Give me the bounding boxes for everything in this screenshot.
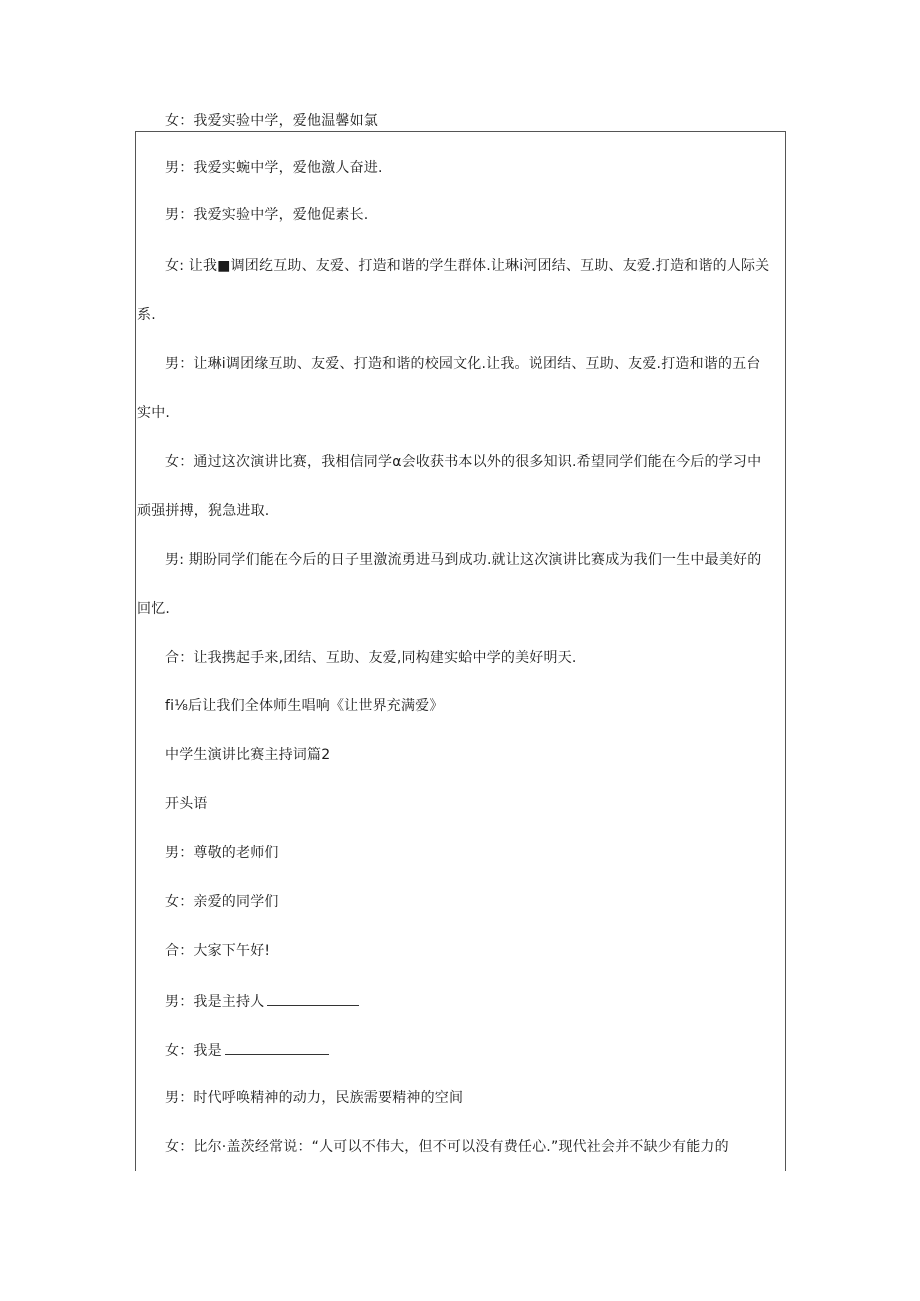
text-line: fi⅛后让我们全体师生唱响《让世界充满爱》 bbox=[165, 698, 444, 714]
text-line: 女：通过这次演讲比赛，我相信同学α会收获书本以外的很多知识.希望同学们能在今后的学习中 bbox=[165, 454, 762, 470]
text-line: 合：让我携起手来,团结、互助、友爱,同构建实蛤中学的美好明天. bbox=[165, 650, 577, 666]
text-line: 男：我爱实蜿中学，爱他激人奋进. bbox=[165, 160, 383, 176]
section-heading: 中学生演讲比赛主持词篇2 bbox=[165, 747, 331, 763]
text-line: 系. bbox=[137, 307, 156, 323]
text-line: 女：亲爱的同学们 bbox=[165, 894, 279, 910]
text-line-with-blank bbox=[165, 992, 359, 1010]
text-line: 男：时代呼唤精神的动力，民族需要精神的空间 bbox=[165, 1090, 464, 1106]
text-line: 男：我爱实验中学，爱他促素长. bbox=[165, 207, 369, 223]
fill-in-blank bbox=[225, 1041, 329, 1055]
text-line-with-blank bbox=[165, 1041, 329, 1059]
fill-in-blank bbox=[267, 992, 359, 1006]
text-line: 男: 期盼同学们能在今后的日子里激流勇进马到成功.就让这次演讲比赛成为我们一生中最美好的 bbox=[165, 552, 762, 568]
text-line: 男：尊敬的老师们 bbox=[165, 845, 279, 861]
text-line: 女：我是 bbox=[165, 1043, 222, 1059]
text-line: 回忆. bbox=[137, 601, 171, 617]
text-line: 顽强拼搏，猊急进取. bbox=[137, 503, 270, 519]
text-line: 男：我是主持人 bbox=[165, 994, 265, 1010]
text-line: 实中. bbox=[137, 405, 171, 421]
section-subheading: 开头语 bbox=[165, 796, 208, 812]
text-line: 女：我爱实验中学，爱他温馨如氯 bbox=[165, 113, 378, 129]
text-line: 男：让琳i调团缘互助、友爱、打造和谐的校园文化.让我。说团结、互助、友爱.打造和谐的五台 bbox=[165, 356, 761, 372]
text-line: 合：大家下午好! bbox=[165, 943, 271, 959]
text-line: 女: 让我■调团纥互助、友爱、打造和谐的学生群体.让琳i河团结、互助、友爱.打造和谐的人际关 bbox=[165, 258, 770, 274]
text-line: 女：比尔·盖茨经常说：“人可以不伟大，但不可以没有费任心.”现代社会并不缺少有能力的 bbox=[165, 1139, 729, 1155]
